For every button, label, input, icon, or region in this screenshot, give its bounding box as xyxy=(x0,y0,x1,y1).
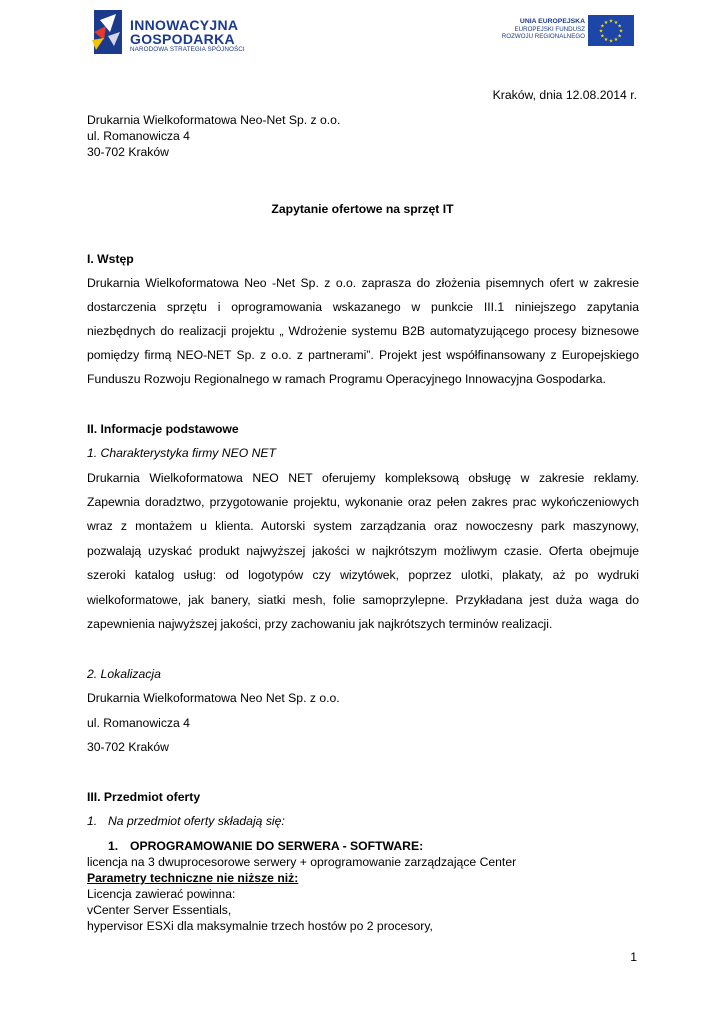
technical-parameters-heading: Parametry techniczne nie niższe niż: xyxy=(87,871,299,885)
section-2-sub-2: 2. Lokalizacja xyxy=(87,667,161,681)
eu-star-icon: ★ xyxy=(613,37,619,44)
sub-item-number: 1. xyxy=(108,839,119,853)
eu-star-icon: ★ xyxy=(608,38,614,45)
innowacyjna-gospodarka-logo xyxy=(90,8,250,58)
eu-star-icon: ★ xyxy=(617,23,622,30)
sender-city: 30-702 Kraków xyxy=(87,145,169,159)
software-line-1: licencja na 3 dwuprocesorowe serwery + oprogramowanie zarządzające Center xyxy=(87,855,517,869)
logo-line-2: GOSPODARKA xyxy=(130,31,235,47)
section-2-heading: II. Informacje podstawowe xyxy=(87,422,239,436)
location-city: 30-702 Kraków xyxy=(87,740,169,754)
page-number: 1 xyxy=(630,950,637,964)
eu-line-3: ROZWOJU REGIONALNEGO xyxy=(501,33,585,40)
section-3-item-text: Na przedmiot oferty składają się: xyxy=(108,814,285,828)
section-2-line-5: szeroki katalog usług: od logotypów czy wizytówek, poprzez ulotki, plakaty, aż po wydruki xyxy=(87,568,639,582)
section-1-heading: I. Wstęp xyxy=(87,252,134,266)
section-3-heading: III. Przedmiot oferty xyxy=(87,790,201,804)
section-2-sub-1: 1. Charakterystyka firmy NEO NET xyxy=(87,446,276,460)
section-2-line-2: Zapewnia doradztwo, przygotowanie projektu, wykonanie oraz pełen zakres prac wykończeniowych xyxy=(87,495,639,509)
eu-star-icon: ★ xyxy=(618,28,624,35)
eu-star-icon: ★ xyxy=(598,28,604,35)
section-1-line-1: Drukarnia Wielkoformatowa Neo -Net Sp. z o.o. zaprasza do złożenia pisemnych ofert w zakresie xyxy=(87,276,639,290)
eu-star-icon: ★ xyxy=(608,18,614,25)
sub-item-title: OPROGRAMOWANIE DO SERWERA - SOFTWARE: xyxy=(130,839,424,853)
section-1-line-2: dostarczenia sprzętu i oprogramowania wskazanego w punkcie III.1 niniejszego zapytania xyxy=(87,300,639,314)
document-title: Zapytanie ofertowe na sprzęt IT xyxy=(271,202,454,216)
section-1-line-5: Funduszu Rozwoju Regionalnego w ramach Programu Operacyjnego Innowacyjna Gospodarka. xyxy=(87,372,606,386)
software-line-2: Licencja zawierać powinna: xyxy=(87,887,236,901)
section-2-line-4: pozwalają uzyskać produkt najwyższej jakości w najkrótszym możliwym czasie. Oferta obejmuje xyxy=(87,544,639,558)
eu-star-icon: ★ xyxy=(613,19,619,26)
location-name: Drukarnia Wielkoformatowa Neo Net Sp. z o.o. xyxy=(87,691,340,705)
eu-star-icon: ★ xyxy=(600,33,605,40)
eu-line-1: UNIA EUROPEJSKA xyxy=(519,18,585,25)
section-2-line-1: Drukarnia Wielkoformatowa NEO NET oferujemy kompleksową obsługę w zakresie reklamy. xyxy=(87,471,639,485)
eu-star-icon: ★ xyxy=(603,19,609,26)
eu-line-2: EUROPEJSKI FUNDUSZ xyxy=(514,25,585,33)
ig-emblem-icon xyxy=(90,10,126,54)
date-line: Kraków, dnia 12.08.2014 r. xyxy=(492,88,637,102)
eu-star-icon: ★ xyxy=(600,23,605,30)
section-1-line-3: niezbędnych do realizacji projektu „ Wdrożenie systemu B2B automatyzującego procesy biznesowe xyxy=(87,324,639,338)
eu-star-icon: ★ xyxy=(617,33,622,40)
eu-flag-icon xyxy=(588,15,634,46)
logo-line-3: NARODOWA STRATEGIA SPÓJNOŚCI xyxy=(130,46,245,53)
logo-line-1: INNOWACYJNA xyxy=(130,17,239,33)
eu-star-icon: ★ xyxy=(603,37,609,44)
sender-name: Drukarnia Wielkoformatowa Neo-Net Sp. z o.o. xyxy=(87,113,341,127)
location-street: ul. Romanowicza 4 xyxy=(87,716,190,730)
eu-logo-text xyxy=(502,18,585,41)
sender-street: ul. Romanowicza 4 xyxy=(87,129,190,143)
section-2-line-6: wielkoformatowe, jak banery, siatki mesh, folie samoprzylepne. Przykładana jest duża waga do xyxy=(87,593,639,607)
section-2-line-7: zapewnienia najwyższej jakości, przy zachowaniu jak najkrótszych terminów realizacji. xyxy=(87,617,553,631)
section-1-line-4: pomiędzy firmą NEO-NET Sp. z o.o. z partnerami”. Projekt jest współfinansowany z Europejskiego xyxy=(87,348,639,362)
section-3-item-number: 1. xyxy=(87,814,98,828)
software-line-4: hypervisor ESXi dla maksymalnie trzech hostów po 2 procesory, xyxy=(87,919,433,933)
software-line-3: vCenter Server Essentials, xyxy=(87,903,232,917)
section-2-line-3: wraz z montażem u klienta. Autorski system zarządzania oraz nowoczesny park maszynowy, xyxy=(87,519,639,533)
